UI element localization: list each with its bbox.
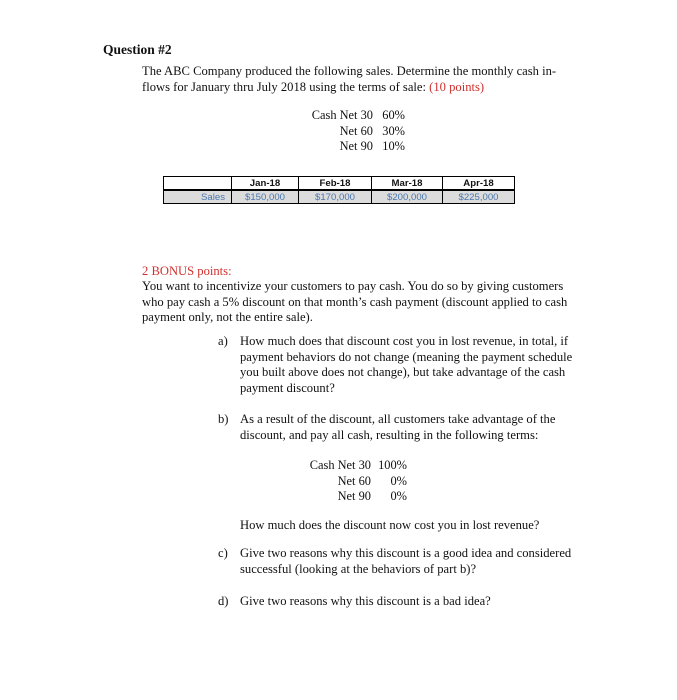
part-a-text: How much does that discount cost you in lost revenue, in total, if payment behaviors do not change (meaning the payment schedule you built above does not change), but take advantage of the cash payment discount? <box>240 334 573 395</box>
part-b-followup: How much does the discount now cost you in lost revenue? <box>240 518 540 532</box>
part-d-text: Give two reasons why this discount is a bad idea? <box>240 594 491 608</box>
header-cell-mar: Mar-18 <box>372 177 443 191</box>
part-c-text: Give two reasons why this discount is a good idea and considered successful (looking at the behaviors of part b)? <box>240 546 572 576</box>
terms-label: Net 90 <box>339 139 373 153</box>
terms-label: Cash Net 30 <box>311 108 373 122</box>
part-a-marker: a) <box>218 334 228 348</box>
sales-cell-jan: $150,000 <box>232 190 299 204</box>
terms-value: 10% <box>382 139 405 153</box>
terms-value: 0% <box>390 489 407 503</box>
terms-label: Net 90 <box>337 489 371 503</box>
sales-cell-apr: $225,000 <box>443 190 515 204</box>
header-blank-cell <box>164 177 232 191</box>
terms-label: Cash Net 30 <box>309 458 371 472</box>
header-cell-jan: Jan-18 <box>232 177 299 191</box>
question-intro <box>142 63 572 95</box>
sales-cell-feb: $170,000 <box>299 190 372 204</box>
part-b-text: As a result of the discount, all customers take advantage of the discount, and pay all cash, resulting in the following terms: <box>240 412 556 442</box>
points-label: (10 points) <box>429 80 485 94</box>
terms-label: Net 60 <box>337 473 371 488</box>
terms-value: 60% <box>382 108 405 122</box>
terms-value: 30% <box>382 123 405 138</box>
terms-row <box>303 489 407 505</box>
terms-label: Net 60 <box>339 123 373 138</box>
sales-row <box>164 190 515 204</box>
sales-cell-mar: $200,000 <box>372 190 443 204</box>
header-cell-apr: Apr-18 <box>443 177 515 191</box>
part-b-marker: b) <box>218 412 229 426</box>
bonus-heading: 2 BONUS points: <box>142 264 232 278</box>
terms-row <box>303 474 407 490</box>
terms-value: 0% <box>390 473 407 488</box>
terms-row <box>307 108 405 124</box>
header-cell-feb: Feb-18 <box>299 177 372 191</box>
question-title: Question #2 <box>103 42 172 57</box>
terms-row <box>307 139 405 155</box>
sales-header-row <box>164 177 515 191</box>
terms-value: 100% <box>378 458 407 472</box>
part-d-marker: d) <box>218 594 229 608</box>
sales-row-label: Sales <box>164 190 232 204</box>
terms-row <box>303 458 407 474</box>
intro-text: The ABC Company produced the following sales. Determine the monthly cash in-flows for January thru July 2018 using the terms of sale: <box>142 64 557 94</box>
terms-row <box>307 124 405 140</box>
terms-of-sale <box>307 108 405 155</box>
part-c-marker: c) <box>218 546 228 560</box>
bonus-body: You want to incentivize your customers to pay cash. You do so by giving customers who pay cash a 5% discount on that month’s cash payment (discount applied to cash payment only, not the entire sale). <box>142 279 568 324</box>
terms-after-discount <box>303 458 407 505</box>
sales-table <box>163 176 515 204</box>
